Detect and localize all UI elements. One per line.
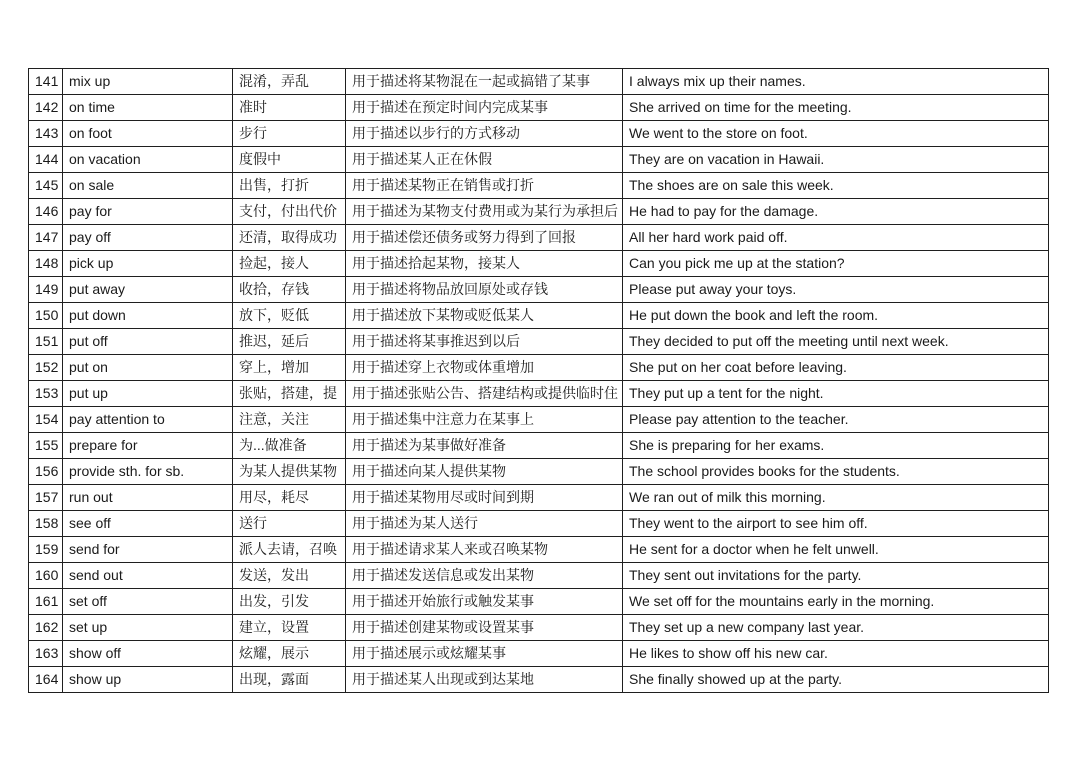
cell-example: They set up a new company last year. — [623, 615, 1049, 641]
cell-phrase: on vacation — [63, 147, 233, 173]
table-row — [29, 615, 1049, 641]
cell-example: They sent out invitations for the party. — [623, 563, 1049, 589]
cell-phrase: put away — [63, 277, 233, 303]
cell-phrase: see off — [63, 511, 233, 537]
table-row — [29, 329, 1049, 355]
cell-meaning: 步行 — [233, 121, 346, 147]
table-row — [29, 303, 1049, 329]
cell-phrase: pay off — [63, 225, 233, 251]
cell-meaning: 推迟，延后 — [233, 329, 346, 355]
table-row — [29, 407, 1049, 433]
cell-phrase: put off — [63, 329, 233, 355]
cell-example: They are on vacation in Hawaii. — [623, 147, 1049, 173]
cell-number: 156 — [29, 459, 63, 485]
cell-example: We went to the store on foot. — [623, 121, 1049, 147]
cell-number: 142 — [29, 95, 63, 121]
cell-number: 149 — [29, 277, 63, 303]
cell-meaning: 放下，贬低 — [233, 303, 346, 329]
cell-example: She is preparing for her exams. — [623, 433, 1049, 459]
cell-number: 155 — [29, 433, 63, 459]
phrase-table — [28, 68, 1049, 693]
cell-number: 159 — [29, 537, 63, 563]
cell-usage: 用于描述拾起某物，接某人 — [346, 251, 623, 277]
cell-phrase: send for — [63, 537, 233, 563]
cell-number: 141 — [29, 69, 63, 95]
cell-number: 146 — [29, 199, 63, 225]
cell-number: 160 — [29, 563, 63, 589]
cell-meaning: 收拾，存钱 — [233, 277, 346, 303]
cell-number: 164 — [29, 667, 63, 693]
cell-example: He likes to show off his new car. — [623, 641, 1049, 667]
cell-usage: 用于描述创建某物或设置某事 — [346, 615, 623, 641]
cell-meaning: 用尽，耗尽 — [233, 485, 346, 511]
table-row — [29, 459, 1049, 485]
cell-phrase: put down — [63, 303, 233, 329]
cell-meaning: 炫耀，展示 — [233, 641, 346, 667]
cell-meaning: 穿上，增加 — [233, 355, 346, 381]
cell-usage: 用于描述将物品放回原处或存钱 — [346, 277, 623, 303]
cell-usage: 用于描述向某人提供某物 — [346, 459, 623, 485]
cell-meaning: 出发，引发 — [233, 589, 346, 615]
cell-usage: 用于描述将某事推迟到以后 — [346, 329, 623, 355]
cell-meaning: 度假中 — [233, 147, 346, 173]
cell-example: They put up a tent for the night. — [623, 381, 1049, 407]
cell-example: We set off for the mountains early in the morning. — [623, 589, 1049, 615]
cell-example: She finally showed up at the party. — [623, 667, 1049, 693]
table-row — [29, 277, 1049, 303]
cell-phrase: show up — [63, 667, 233, 693]
cell-meaning: 送行 — [233, 511, 346, 537]
cell-example: I always mix up their names. — [623, 69, 1049, 95]
cell-number: 143 — [29, 121, 63, 147]
cell-phrase: on foot — [63, 121, 233, 147]
table-row — [29, 511, 1049, 537]
cell-meaning: 为...做准备 — [233, 433, 346, 459]
table-row — [29, 355, 1049, 381]
cell-number: 163 — [29, 641, 63, 667]
cell-meaning: 建立，设置 — [233, 615, 346, 641]
cell-meaning: 支付，付出代价 — [233, 199, 346, 225]
cell-number: 161 — [29, 589, 63, 615]
cell-meaning: 注意，关注 — [233, 407, 346, 433]
table-row — [29, 433, 1049, 459]
cell-meaning: 发送，发出 — [233, 563, 346, 589]
cell-meaning: 张贴，搭建，提 — [233, 381, 346, 407]
cell-usage: 用于描述开始旅行或触发某事 — [346, 589, 623, 615]
cell-usage: 用于描述偿还债务或努力得到了回报 — [346, 225, 623, 251]
cell-usage: 用于描述张贴公告、搭建结构或提供临时住 — [346, 381, 623, 407]
phrase-table-container — [28, 68, 1049, 693]
cell-meaning: 派人去请，召唤 — [233, 537, 346, 563]
table-row — [29, 537, 1049, 563]
cell-number: 145 — [29, 173, 63, 199]
cell-usage: 用于描述展示或炫耀某事 — [346, 641, 623, 667]
cell-example: She put on her coat before leaving. — [623, 355, 1049, 381]
cell-phrase: put up — [63, 381, 233, 407]
cell-phrase: pay for — [63, 199, 233, 225]
cell-number: 154 — [29, 407, 63, 433]
cell-number: 152 — [29, 355, 63, 381]
cell-phrase: show off — [63, 641, 233, 667]
cell-example: We ran out of milk this morning. — [623, 485, 1049, 511]
cell-number: 147 — [29, 225, 63, 251]
table-row — [29, 251, 1049, 277]
cell-usage: 用于描述某物用尽或时间到期 — [346, 485, 623, 511]
cell-number: 153 — [29, 381, 63, 407]
table-row — [29, 225, 1049, 251]
table-row — [29, 667, 1049, 693]
table-row — [29, 485, 1049, 511]
cell-phrase: prepare for — [63, 433, 233, 459]
cell-phrase: mix up — [63, 69, 233, 95]
cell-number: 151 — [29, 329, 63, 355]
cell-usage: 用于描述发送信息或发出某物 — [346, 563, 623, 589]
table-row — [29, 641, 1049, 667]
cell-usage: 用于描述某人正在休假 — [346, 147, 623, 173]
table-row — [29, 121, 1049, 147]
cell-example: He had to pay for the damage. — [623, 199, 1049, 225]
cell-example: Please pay attention to the teacher. — [623, 407, 1049, 433]
cell-example: He sent for a doctor when he felt unwell. — [623, 537, 1049, 563]
cell-usage: 用于描述为某物支付费用或为某行为承担后 — [346, 199, 623, 225]
table-row — [29, 95, 1049, 121]
cell-phrase: on time — [63, 95, 233, 121]
table-row — [29, 563, 1049, 589]
cell-example: Can you pick me up at the station? — [623, 251, 1049, 277]
phrase-table-body — [29, 69, 1049, 693]
cell-example: They decided to put off the meeting until next week. — [623, 329, 1049, 355]
table-row — [29, 589, 1049, 615]
cell-phrase: run out — [63, 485, 233, 511]
cell-usage: 用于描述某物正在销售或打折 — [346, 173, 623, 199]
cell-meaning: 出现，露面 — [233, 667, 346, 693]
cell-phrase: set up — [63, 615, 233, 641]
cell-example: All her hard work paid off. — [623, 225, 1049, 251]
cell-number: 148 — [29, 251, 63, 277]
cell-usage: 用于描述以步行的方式移动 — [346, 121, 623, 147]
cell-phrase: send out — [63, 563, 233, 589]
cell-phrase: provide sth. for sb. — [63, 459, 233, 485]
cell-phrase: set off — [63, 589, 233, 615]
cell-usage: 用于描述集中注意力在某事上 — [346, 407, 623, 433]
cell-meaning: 为某人提供某物 — [233, 459, 346, 485]
cell-example: She arrived on time for the meeting. — [623, 95, 1049, 121]
cell-meaning: 准时 — [233, 95, 346, 121]
table-row — [29, 199, 1049, 225]
cell-example: He put down the book and left the room. — [623, 303, 1049, 329]
cell-number: 150 — [29, 303, 63, 329]
cell-phrase: on sale — [63, 173, 233, 199]
table-row — [29, 381, 1049, 407]
cell-usage: 用于描述在预定时间内完成某事 — [346, 95, 623, 121]
cell-number: 157 — [29, 485, 63, 511]
cell-usage: 用于描述为某事做好准备 — [346, 433, 623, 459]
table-row — [29, 173, 1049, 199]
cell-usage: 用于描述将某物混在一起或搞错了某事 — [346, 69, 623, 95]
cell-phrase: pay attention to — [63, 407, 233, 433]
cell-example: The school provides books for the students. — [623, 459, 1049, 485]
cell-usage: 用于描述某人出现或到达某地 — [346, 667, 623, 693]
table-row — [29, 147, 1049, 173]
cell-usage: 用于描述为某人送行 — [346, 511, 623, 537]
cell-example: They went to the airport to see him off. — [623, 511, 1049, 537]
cell-usage: 用于描述请求某人来或召唤某物 — [346, 537, 623, 563]
cell-meaning: 出售，打折 — [233, 173, 346, 199]
cell-usage: 用于描述放下某物或贬低某人 — [346, 303, 623, 329]
cell-meaning: 捡起，接人 — [233, 251, 346, 277]
cell-usage: 用于描述穿上衣物或体重增加 — [346, 355, 623, 381]
cell-phrase: put on — [63, 355, 233, 381]
cell-phrase: pick up — [63, 251, 233, 277]
table-row — [29, 69, 1049, 95]
cell-example: Please put away your toys. — [623, 277, 1049, 303]
cell-number: 144 — [29, 147, 63, 173]
cell-number: 162 — [29, 615, 63, 641]
cell-example: The shoes are on sale this week. — [623, 173, 1049, 199]
cell-meaning: 还清，取得成功 — [233, 225, 346, 251]
cell-number: 158 — [29, 511, 63, 537]
cell-meaning: 混淆，弄乱 — [233, 69, 346, 95]
